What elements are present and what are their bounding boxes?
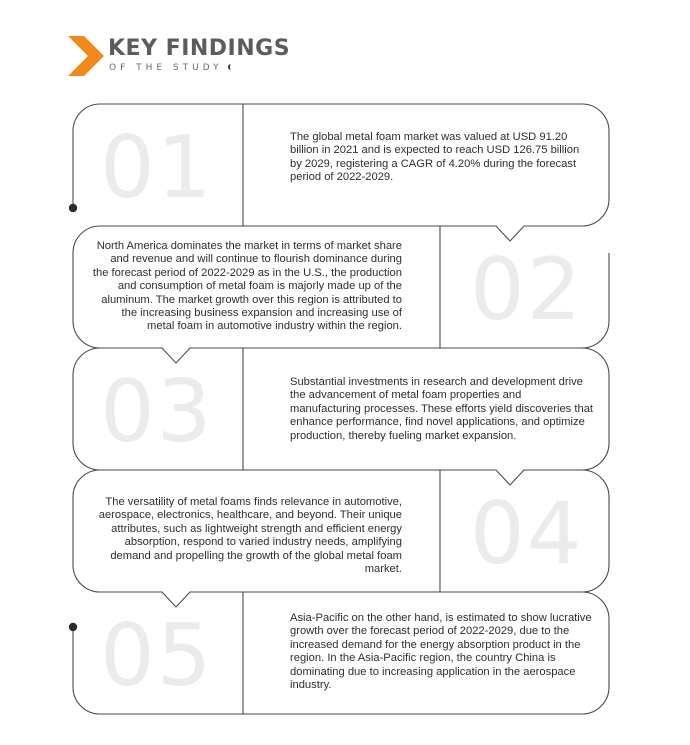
finding-text-3: Substantial investments in research and development drive the advancement of metal foam properties and manufacturing processes. These efforts yield discoveries that enhance performance, find novel applications, and optimize production, thereby fueling market expansion. — [290, 376, 594, 442]
finding-number-1: 01 — [100, 118, 214, 218]
timeline-dot-bottom — [69, 623, 77, 631]
finding-text-4: The versatility of metal foams finds relevance in automotive, aerospace, electronics, healthcare, and beyond. Their unique attributes, such as lightweight strength and efficient energy absorption, respond to varied industry needs, amplifying demand and propelling the growth of the global metal foam market. — [98, 496, 402, 576]
finding-number-4: 04 — [470, 484, 584, 584]
timeline-dot-top — [69, 204, 77, 212]
finding-number-3: 03 — [100, 362, 214, 462]
finding-text-2: North America dominates the market in terms of market share and revenue and will continue to flourish dominance during the forecast period of 2022-2029 as in the U.S., the production and consumption of metal foam is majorly made up of the aluminum. The market growth over this region is attributed to the increasing business expansion and increasing use of metal foam in automotive industry within the region. — [92, 240, 402, 333]
page-subtitle-text: OF THE STUDY — [109, 63, 223, 73]
finding-number-2: 02 — [470, 240, 584, 340]
finding-text-1: The global metal foam market was valued at USD 91.20 billion in 2021 and is expected to reach USD 126.75 billion by 2029, registering a CAGR of 4.20% during the forecast period of 2022-2029. — [290, 131, 580, 184]
page-title: KEY FINDINGS — [108, 36, 291, 61]
finding-number-5: 05 — [100, 606, 214, 706]
finding-text-5: Asia-Pacific on the other hand, is estimated to show lucrative growth over the forecast period of 2022-2029, due to the increased demand for the energy absorption product in the region. In the Asia-Pacific region, the country China is dominating due to increasing application in the aerospace industry. — [290, 612, 592, 692]
